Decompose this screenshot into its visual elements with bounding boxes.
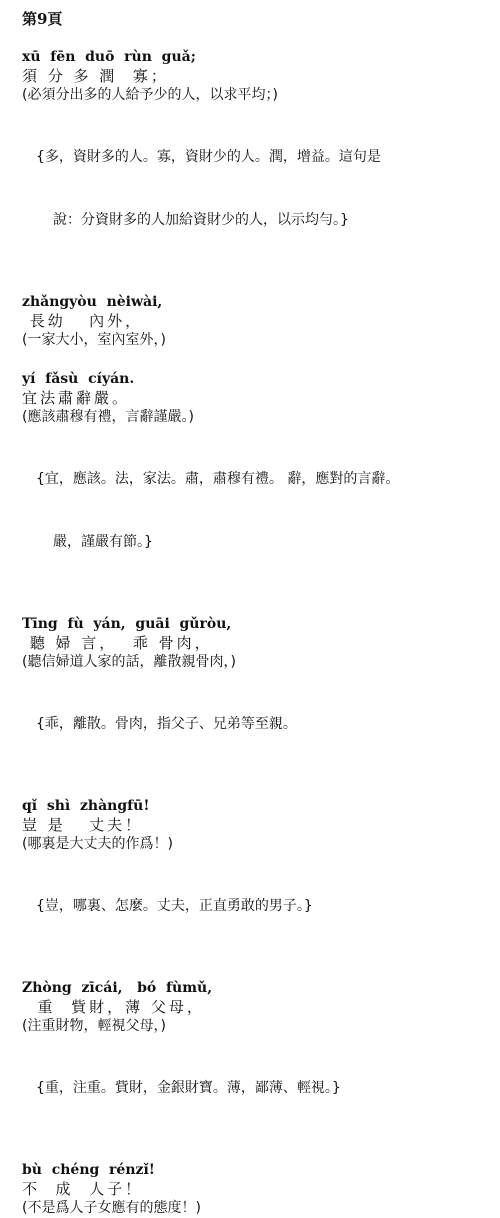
note-line: {重，注重。貲財，金銀財寶。薄，鄙薄、輕視。} — [36, 1080, 341, 1096]
pinyin-line: xū fēn duō rùn guǎ; — [22, 49, 196, 65]
pinyin-line: yí fǎsù cíyán. — [22, 371, 135, 387]
pinyin-line: zhǎngyòu nèiwài, — [22, 294, 163, 310]
chinese-phrase: 重 貲財，薄 父母， — [22, 998, 205, 1016]
pinyin-line: Tīng fù yán, guāi gǔròu, — [22, 616, 232, 632]
translation-line: (哪裏是大丈夫的作爲！) — [22, 836, 173, 852]
annotation-note — [22, 1036, 480, 1141]
verse-section-2 — [22, 293, 480, 350]
translation-line: (不是爲人子女應有的態度！) — [22, 1200, 201, 1216]
note-line: 嚴，謹嚴有節。} — [53, 534, 153, 550]
annotation-note — [22, 427, 480, 595]
translation-line: (聽信婦道人家的話，離散親骨肉，) — [22, 654, 236, 670]
verse-section-7 — [22, 1161, 480, 1218]
pinyin-line: Zhòng zīcái, bó fùmǔ, — [22, 980, 213, 996]
verse-section-5 — [22, 797, 480, 959]
chinese-phrase: 不 成 人子！ — [22, 1180, 144, 1198]
note-line: {乖，離散。骨肉，指父子、兄弟等至親。 — [36, 716, 297, 732]
translation-line: (注重財物，輕視父母，) — [22, 1018, 166, 1034]
chinese-phrase: 豈 是 丈夫！ — [22, 816, 144, 834]
note-line: {多，資財多的人。寡，資財少的人。潤，增益。這句是 — [36, 149, 381, 165]
chinese-phrase: 須 分 多 潤 寡； — [22, 67, 169, 85]
note-line: {豈，哪裏、怎麼。丈夫，正直勇敢的男子。} — [36, 898, 313, 914]
chinese-phrase: 聽 婦 言， 乖 骨肉， — [22, 634, 213, 652]
pinyin-line: bù chéng rénzǐ! — [22, 1162, 155, 1178]
verse-section-6 — [22, 979, 480, 1141]
translation-line: (應該肅穆有禮，言辭謹嚴。) — [22, 409, 194, 425]
translation-line: (一家大小，室內室外，) — [22, 332, 166, 348]
note-line: {宜，應該。法，家法。肅，肅穆有禮。 辭，應對的言辭。 — [36, 471, 400, 487]
annotation-note — [22, 854, 480, 959]
note-line: 說：分資財多的人加給資財少的人，以示均勻。} — [53, 212, 349, 228]
translation-line: (必須分出多的人給予少的人，以求平均；) — [22, 87, 278, 103]
verse-section-1 — [22, 48, 480, 273]
pinyin-line: qǐ shì zhàngfū! — [22, 798, 150, 814]
annotation-note — [22, 105, 480, 273]
chinese-phrase: 宜法肅辭嚴。 — [22, 389, 131, 407]
verse-section-3 — [22, 370, 480, 595]
page-label: 第9頁 — [22, 10, 63, 28]
annotation-note — [22, 672, 480, 777]
chinese-phrase: 長幼 內外， — [22, 312, 144, 330]
verse-section-4 — [22, 615, 480, 777]
